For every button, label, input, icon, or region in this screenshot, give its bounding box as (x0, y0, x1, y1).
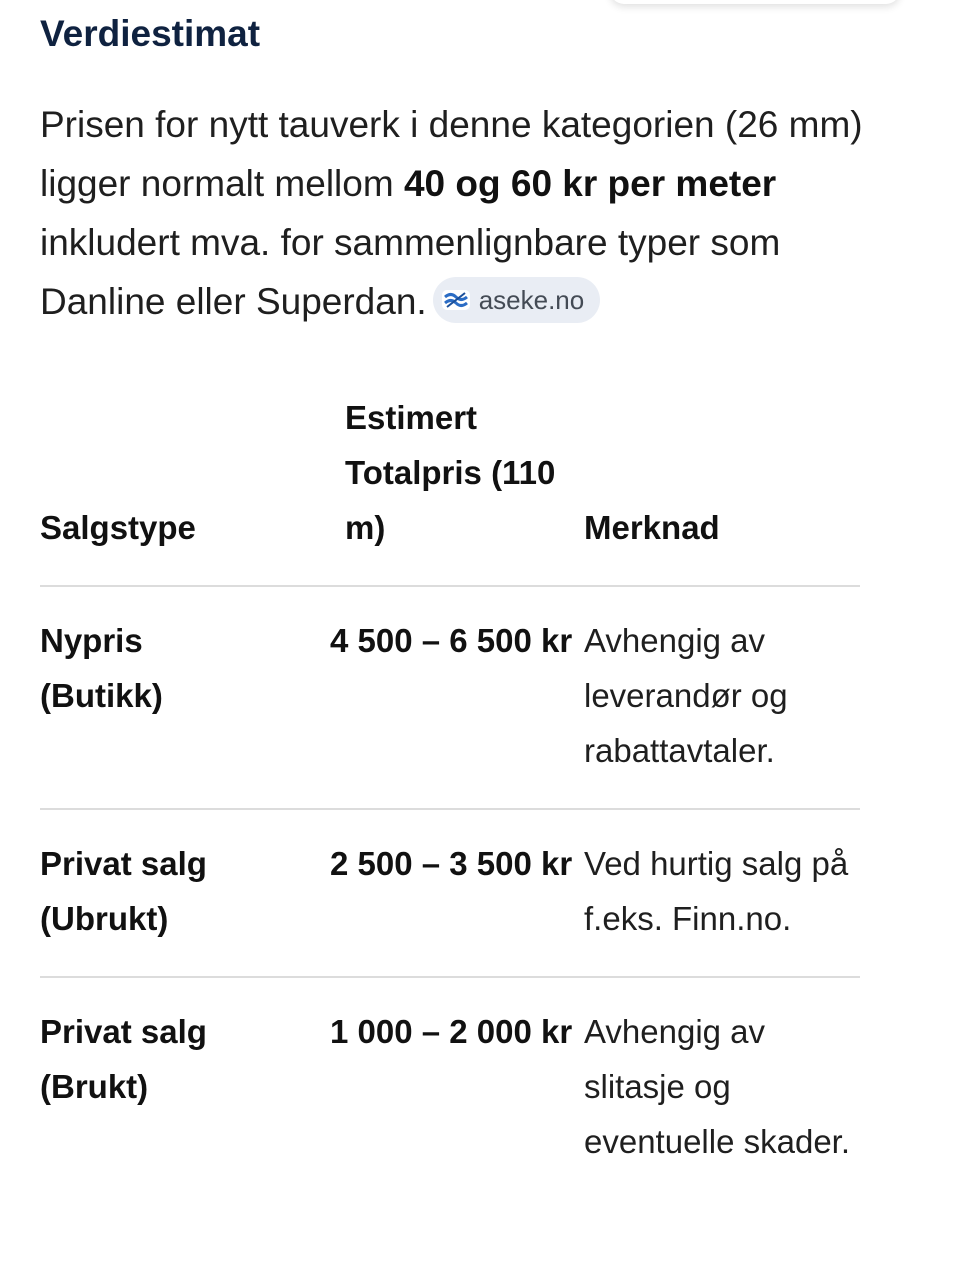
header-salgstype: Salgstype (40, 509, 196, 546)
intro-text-start: Prisen for nytt tauverk i denne kategorien (26 mm) ligger normalt mellom (40, 104, 863, 204)
cell-salgstype (40, 809, 330, 977)
table-row (40, 586, 860, 809)
cell-salgstype-line1: Nypris (40, 622, 143, 659)
intro-text-end: inkludert mva. for sammenlignbare typer som Danline eller Superdan. (40, 222, 781, 322)
header-estimert-totalpris: Estimert Totalpris (110 m) (345, 399, 556, 546)
cell-note: Ved hurtig salg på f.eks. Finn.no. (584, 845, 849, 937)
cell-note: Avhengig av leverandør og rabattavtaler. (584, 622, 788, 769)
value-estimate-table (40, 386, 860, 1199)
cell-salgstype (40, 977, 330, 1199)
table-row (40, 977, 860, 1199)
cell-note: Avhengig av slitasje og eventuelle skader. (584, 1013, 851, 1160)
intro-paragraph (40, 95, 910, 331)
cell-price: 2 500 – 3 500 kr (330, 845, 573, 882)
section-heading: Verdiestimat (40, 13, 261, 54)
cell-salgstype-line2: (Brukt) (40, 1068, 149, 1105)
floating-panel-edge (610, 0, 900, 4)
table-header-row (40, 386, 860, 586)
site-favicon-icon (441, 289, 471, 311)
cell-salgstype (40, 586, 330, 809)
cell-salgstype-line1: Privat salg (40, 845, 207, 882)
source-chip[interactable] (433, 277, 601, 323)
header-merknad: Merknad (584, 509, 720, 546)
table-row (40, 809, 860, 977)
cell-salgstype-line1: Privat salg (40, 1013, 207, 1050)
cell-price: 1 000 – 2 000 kr (330, 1013, 573, 1050)
source-chip-label: aseke.no (478, 285, 585, 316)
cell-price: 4 500 – 6 500 kr (330, 622, 573, 659)
intro-price-range: 40 og 60 kr per meter (403, 163, 777, 204)
cell-salgstype-line2: (Butikk) (40, 677, 163, 714)
cell-salgstype-line2: (Ubrukt) (40, 900, 169, 937)
